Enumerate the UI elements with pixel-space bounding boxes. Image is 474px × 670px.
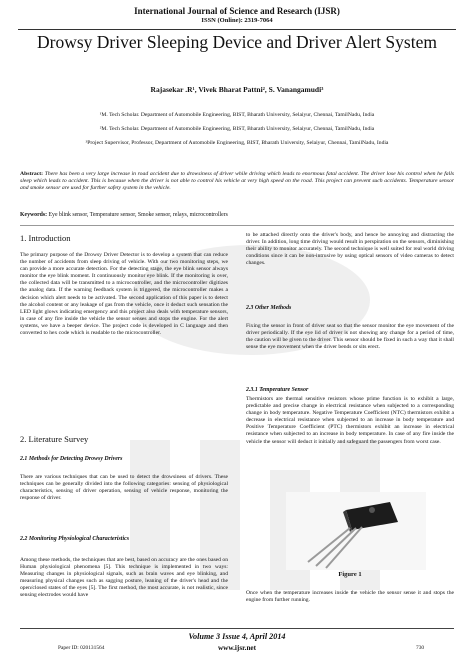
affiliation-2: ²M. Tech Scholar. Department of Automobile Engineering, BIST, Bharath University, Selaiyur, Chennai, TamilNadu, India [99,126,375,132]
detecting-paragraph [20,474,228,502]
paper-authors: Rajasekar .R¹, Vivek Bharat Pattni², S. Vanangamudi³ [150,85,324,94]
abstract-text: There has been a very large increase in road accident due to drowsiness of driver while driving which leads to enormous fatal accident. The driver lose his control when he falls sleep which leads to accident. This is because when the driver is not able to control his vehicle at very high speed on the road. This project can prevent such accidents. Temperature sensor and smoke sensor are used for further safety system in the vehicle. [20,171,454,192]
continued-text: to be attached directly onto the driver's body, and hence be annoying and distracting the driver. In addition, long time driving would result in perspiration on the sensors, diminishing their ability to monitor accurately. The second technique is well suited for real world driving conditions since it can be non-intrusive by using optical sensors of video cameras to detect changes. [246,232,454,267]
section-heading-literature-survey: 2. Literature Survey [20,434,89,444]
header-rule [18,29,456,30]
temperature-sensor-paragraph [246,396,454,446]
affiliation-3: ³Project Supervisor, Professor, Department of Automobile Engineering, BIST, Bharath University, Selaiyur, Chennai, TamilNadu, India [85,140,389,146]
abstract [20,171,454,193]
journal-name: International Journal of Science and Research (IJSR) [134,6,340,16]
affiliation-1: ¹M. Tech Scholar. Department of Automobile Engineering, BIST, Bharath University, Selaiyur, Chennai, TamilNadu, India [99,112,375,118]
introduction-text: The primary purpose of the Drowsy Driver Detector is to develop a system that can reduce the number of accidents from sleep driving of vehicle. With our two monitoring steps, we can provide a more accurate detection. For the detecting stage, the eye blink sensor always monitor the eye blink moment. It continuously monitor eye blink. If the monitoring is over, the collected data will be transmitted to a microcontroller, and the microcontroller digitizes the analog data. If the warning feedback system is triggered, the microcontroller makes a decision which alert needs to be activated. The second application of this paper is to detect the alcohol content or any leakage of gas from the vehicle, once it deduct such sensation the LED light glows indicating emergency and this project also deals with temperature sensors, in case of any fire inside the vehicle the sensor senses and stops the engine. For the alert systems, we have a beeper device. The project code is developed in C language and then converted to hex code which is readable to the microcontroller. [20,252,228,337]
subsection-heading-physiological: 2.2 Monitoring Physiological Characteristics [20,536,129,542]
physiological-paragraph [20,557,228,600]
subsection-heading-temperature-sensor: 2.3.1 Temperature Sensor [246,387,309,393]
figure-1-thermistor-image [286,492,426,570]
after-figure-text: Once when the temperature increases inside the vehicle the sensor sense it and stops the engine from further running. [246,590,454,604]
continued-paragraph [246,232,454,267]
keywords-rule [20,225,454,226]
other-methods-paragraph [246,323,454,351]
keywords-text: Eye blink sensor, Temperature sensor, Smoke sensor, relays, microcontrollers [48,212,228,218]
figure-1-caption: Figure 1 [338,571,362,578]
page-number: 730 [416,645,425,651]
footer-rule [20,628,454,629]
temperature-sensor-text: Thermistors are thermal sensitive resistors whose prime function is to exhibit a large, predictable and precise change in electrical resistance when subjected to a corresponding change in body temperature. Negative Temperature Coefficient (NTC) thermistors exhibit a decrease in electrical resistance when subjected to an increase in body temperature and Positive Temperature Coefficient (PTC) thermistors exhibit an increase in electrical resistance when subjected to an increase in body temperature. In case of any fire inside the vehicle the sensor will deduct it initially and safeguard the passengers from worst case. [246,396,454,445]
keywords-label: Keywords: [20,212,48,218]
keywords [20,212,454,219]
section-heading-introduction: 1. Introduction [20,233,71,243]
subsection-heading-detecting: 2.1 Methods for Detecting Drowsy Drivers [20,456,123,462]
abstract-label: Abstract: [20,171,44,177]
subsection-heading-other-methods: 2.3 Other Methods [246,305,292,311]
detecting-text: There are various techniques that can be used to detect the drowsiness of drivers. These techniques can be generally divided into the following categories: sensing of physiological characteristics, sensing of driver operation, sensing of vehicle response, monitoring the response of driver. [20,474,228,502]
paper-title: Drowsy Driver Sleeping Device and Driver Alert System [37,32,437,52]
paper-id: Paper ID: 020131564 [58,645,105,651]
journal-website: www.ijsr.net [217,644,257,652]
physiological-text: Among these methods, the techniques that are best, based on accuracy are the ones based on Human physiological phenomena [5]. This technique is implemented in two ways: Measuring changes in physiological signals, such as brain waves and eye blinking, and measuring physical changes such as sagging posture, leaning of the driver's head and the open/closed states of the eyes [5]. The first method, the most accurate, is not realistic, since sensing electrodes would have [20,557,228,599]
issn: ISSN (Online): 2319-7064 [201,17,273,24]
other-methods-text: Fixing the sensor in front of driver seat so that the sensor monitor the eye movement of the driver periodically. If the eye lid of driver is not showing any change for a period of time, the caution will be given to the driver. This sensor should be fixed in such a way that it shall sense the eye movement when the driver bends or sits erect. [246,323,454,351]
volume-issue: Volume 3 Issue 4, April 2014 [188,632,286,641]
after-figure-paragraph [246,590,454,604]
introduction-paragraph [20,252,228,337]
